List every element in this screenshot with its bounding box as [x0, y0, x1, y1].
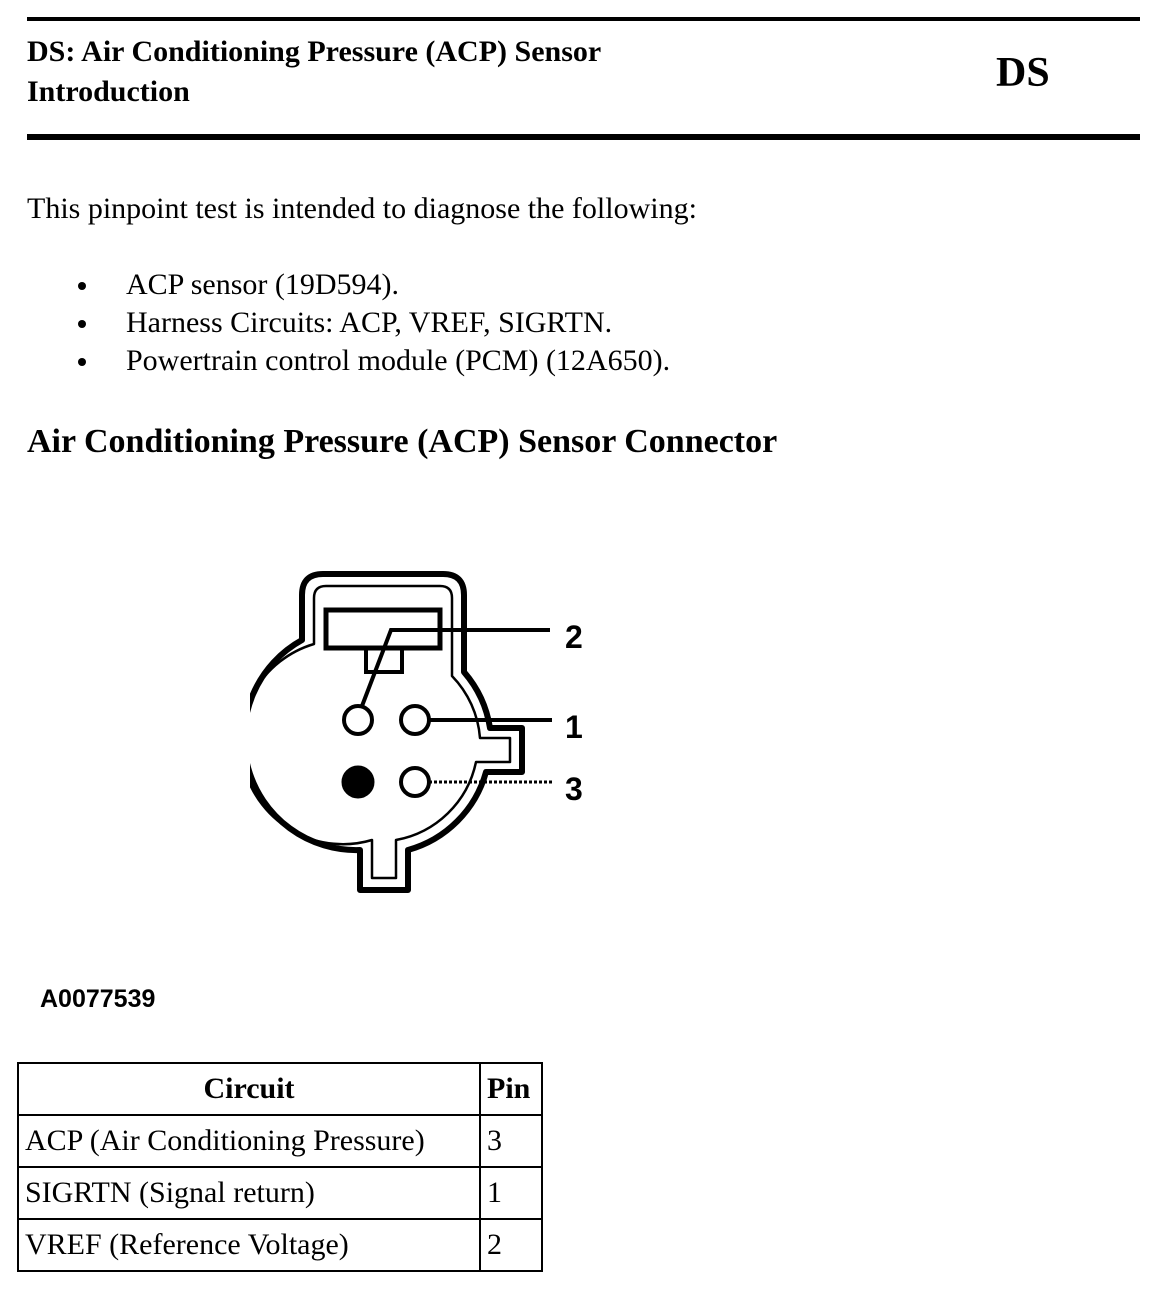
list-item-text: Powertrain control module (PCM) (12A650). [126, 344, 671, 377]
list-item [74, 266, 670, 304]
page-header-title [27, 32, 927, 112]
section-code: DS [996, 50, 1050, 96]
list-item-text: ACP sensor (19D594). [126, 268, 400, 301]
table-row [18, 1219, 542, 1271]
header-title-line2: Introduction [27, 75, 190, 108]
pin-label-3: 3 [565, 771, 583, 807]
circuit-cell: ACP (Air Conditioning Pressure) [18, 1115, 480, 1167]
pin-label-2: 2 [565, 619, 583, 655]
pin-label-1: 1 [565, 709, 583, 745]
table-header-row [18, 1063, 542, 1115]
acp-connector-diagram [250, 560, 610, 910]
list-item [74, 342, 670, 380]
pin-cell: 1 [480, 1167, 542, 1219]
cavity-top-left [344, 706, 372, 734]
table-row [18, 1167, 542, 1219]
list-item-text: Harness Circuits: ACP, VREF, SIGRTN. [126, 306, 613, 339]
intro-text: This pinpoint test is intended to diagnose the following: [27, 192, 697, 225]
circuit-cell: VREF (Reference Voltage) [18, 1219, 480, 1271]
bullet-icon [78, 282, 86, 290]
cavity-pin-1 [401, 706, 429, 734]
header-bottom-rule [27, 134, 1140, 140]
circuit-cell: SIGRTN (Signal return) [18, 1167, 480, 1219]
circuit-pin-table [17, 1062, 543, 1272]
bullet-icon [78, 358, 86, 366]
connector-outline [250, 574, 522, 890]
cavity-pin-3 [401, 768, 429, 796]
figure-id: A0077539 [40, 985, 156, 1013]
pin-cell: 2 [480, 1219, 542, 1271]
table-row [18, 1115, 542, 1167]
list-item [74, 304, 670, 342]
bullet-icon [78, 320, 86, 328]
pin-cell: 3 [480, 1115, 542, 1167]
column-header-circuit: Circuit [18, 1063, 480, 1115]
leader-line-2 [362, 630, 550, 706]
diagnosis-list [74, 266, 670, 380]
header-title-line1: DS: Air Conditioning Pressure (ACP) Sensor [27, 35, 602, 68]
connector-section-title: Air Conditioning Pressure (ACP) Sensor Connector [27, 423, 778, 460]
cavity-filled [343, 767, 373, 797]
header-top-rule [27, 17, 1140, 21]
column-header-pin: Pin [480, 1063, 542, 1115]
